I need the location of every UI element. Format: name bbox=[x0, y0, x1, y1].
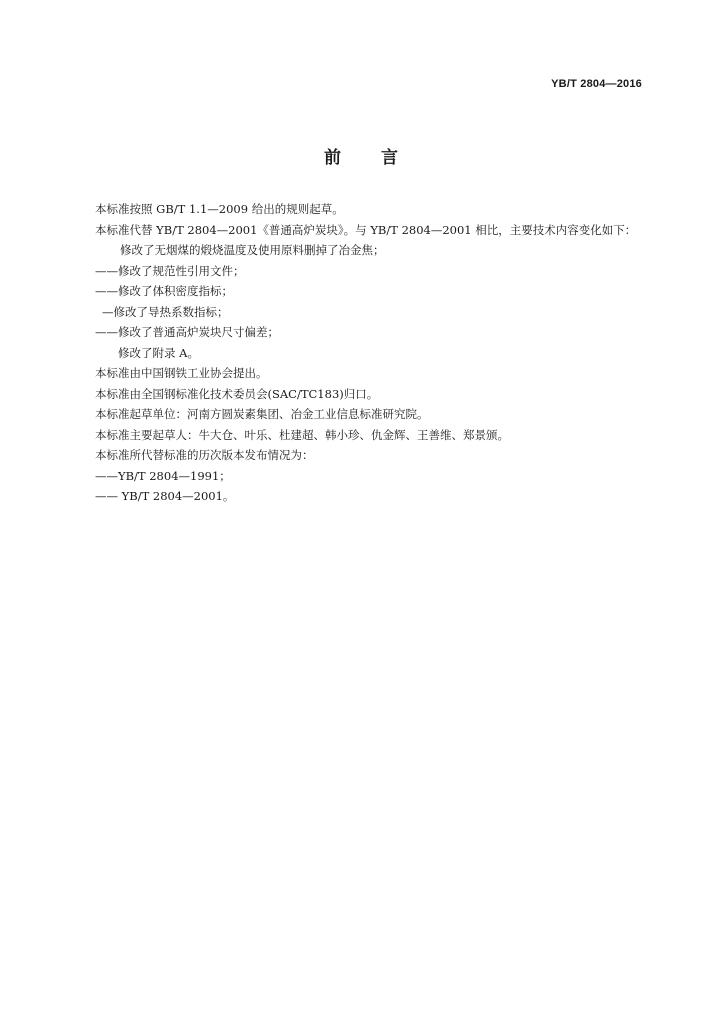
paragraph-drafting-rule: 本标准按照 GB/T 1.1—2009 给出的规则起草。 bbox=[95, 202, 344, 216]
paragraph-proposer: 本标准由中国钢铁工业协会提出。 bbox=[95, 366, 268, 380]
paragraph-committee: 本标准由全国钢标准化技术委员会(SAC/TC183)归口。 bbox=[95, 386, 379, 401]
paragraph-history: 本标准所代替标准的历次版本发布情况为： bbox=[95, 448, 314, 462]
title-char-left: 前 bbox=[324, 148, 343, 168]
history-item-1991: ——YB/T 2804—1991； bbox=[95, 468, 231, 483]
paragraph-drafters: 本标准主要起草人：牛大仓、叶乐、杜建超、韩小珍、仇金辉、王善维、郑景颁。 bbox=[95, 427, 509, 442]
title-char-right: 言 bbox=[381, 148, 400, 168]
change-item-anthracite: 修改了无烟煤的煅烧温度及使用原料删掉了冶金焦； bbox=[120, 243, 385, 257]
change-item-references: ——修改了规范性引用文件； bbox=[95, 263, 245, 278]
change-item-conductivity: —修改了导热系数指标； bbox=[102, 304, 229, 319]
paragraph-drafting-units: 本标准起草单位：河南方圆炭素集团、冶金工业信息标准研究院。 bbox=[95, 407, 429, 421]
foreword-body bbox=[72, 199, 652, 507]
change-item-appendix: 修改了附录 A。 bbox=[118, 345, 199, 360]
paragraph-replacement: 本标准代替 YB/T 2804—2001《普通高炉炭块》。与 YB/T 2804—2001 相比，主要技术内容变化如下： bbox=[95, 222, 637, 237]
document-code: YB/T 2804—2016 bbox=[551, 78, 642, 90]
change-item-dimensions: ——修改了普通高炉炭块尺寸偏差； bbox=[95, 325, 279, 339]
history-item-2001: —— YB/T 2804—2001。 bbox=[95, 489, 235, 503]
change-item-density: ——修改了体积密度指标； bbox=[95, 284, 233, 298]
page-title bbox=[0, 143, 724, 168]
